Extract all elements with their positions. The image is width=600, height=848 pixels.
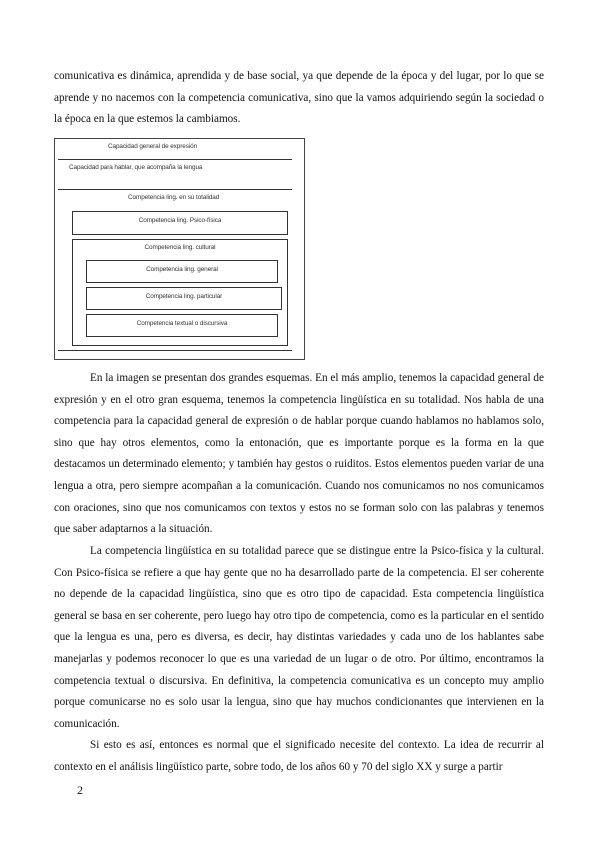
paragraph-esquemas: En la imagen se presentan dos grandes esquemas. En el más amplio, tenemos la capacidad general de expresión y en el otro gran esquema, tenemos la competencia lingüística en su totalidad. Nos habla de una competencia para la capacidad general de expresión o de hablar porque cuando hablamos no hablamos solo, sino que hay otros elementos, como la entonación, que es importante porque es la forma en la que destacamos un determinado elemento; y también hay gestos o ruiditos. Estos elementos pueden variar de una lengua a otra, pero siempre acompañan a la comunicación. Cuando nos comunicamos no nos comunicamos con oraciones, sino que nos comunicamos con textos y estos no se forman solo con las palabras y tenemos que saber adaptarnos a la situación. [54,372,544,536]
label-cultural: Competencia ling. cultural [144,244,216,251]
paragraph-competencia: La competencia lingüística en su totalidad parece que se distingue entre la Psico-física y la cultural. Con Psico-física se refiere a que hay gente que no ha desarrollado parte de la competencia. El ser coherente no depende de la capacidad lingüística, sino que es otro tipo de capacidad. Esta competencia lingüística general se basa en ser coherente, pero luego hay otro tipo de competencia, como es la particular en el sentido que la lengua es una, pero es diversa, es decir, hay distintas variedades y cada uno de los hablantes sabe manejarlas y podemos reconocer lo que es una variedad de un lugar o de otro. Por último, encontramos la competencia textual o discursiva. En definitiva, la competencia comunicativa es un concepto muy amplio porque comunicarse no es solo usar la lengua, sino que hay muchos condicionantes que intervienen en la comunicación. [54,545,544,730]
box-cultural [72,239,288,346]
competence-diagram [54,138,305,360]
paragraph-intro: comunicativa es dinámica, aprendida y de base social, ya que depende de la época y del lugar, por lo que se aprende y no nacemos con la competencia comunicativa, sino que la vamos adquiriendo según la sociedad o la época en la que estemos la cambiamos. [54,70,544,126]
label-capacidad-general: Capacidad general de expresión [108,143,198,150]
box-particular [86,287,282,310]
label-competencia-totalidad: Competencia ling. en su totalidad [128,194,220,201]
paragraph-contexto: Si esto es así, entonces es normal que el significado necesite del contexto. La idea de recurrir al contexto en el análisis lingüístico parte, sobre todo, de los años 60 y 70 del siglo XX y surge a partir [54,739,544,773]
box-psico-fisica [72,211,288,235]
label-textual: Competencia textual o discursiva [136,320,228,327]
label-psico-fisica: Competencia ling. Psico-física [138,217,222,224]
label-general: Competencia ling. general [146,266,218,273]
divider-line [58,189,292,190]
divider-line [58,159,292,160]
box-textual [86,314,278,337]
label-capacidad-hablar: Capacidad para hablar, que acompaña la lengua [69,164,203,171]
label-particular: Competencia ling. particular [145,293,223,300]
page-number: 2 [77,783,83,797]
divider-line [58,350,292,351]
box-general [86,260,278,283]
